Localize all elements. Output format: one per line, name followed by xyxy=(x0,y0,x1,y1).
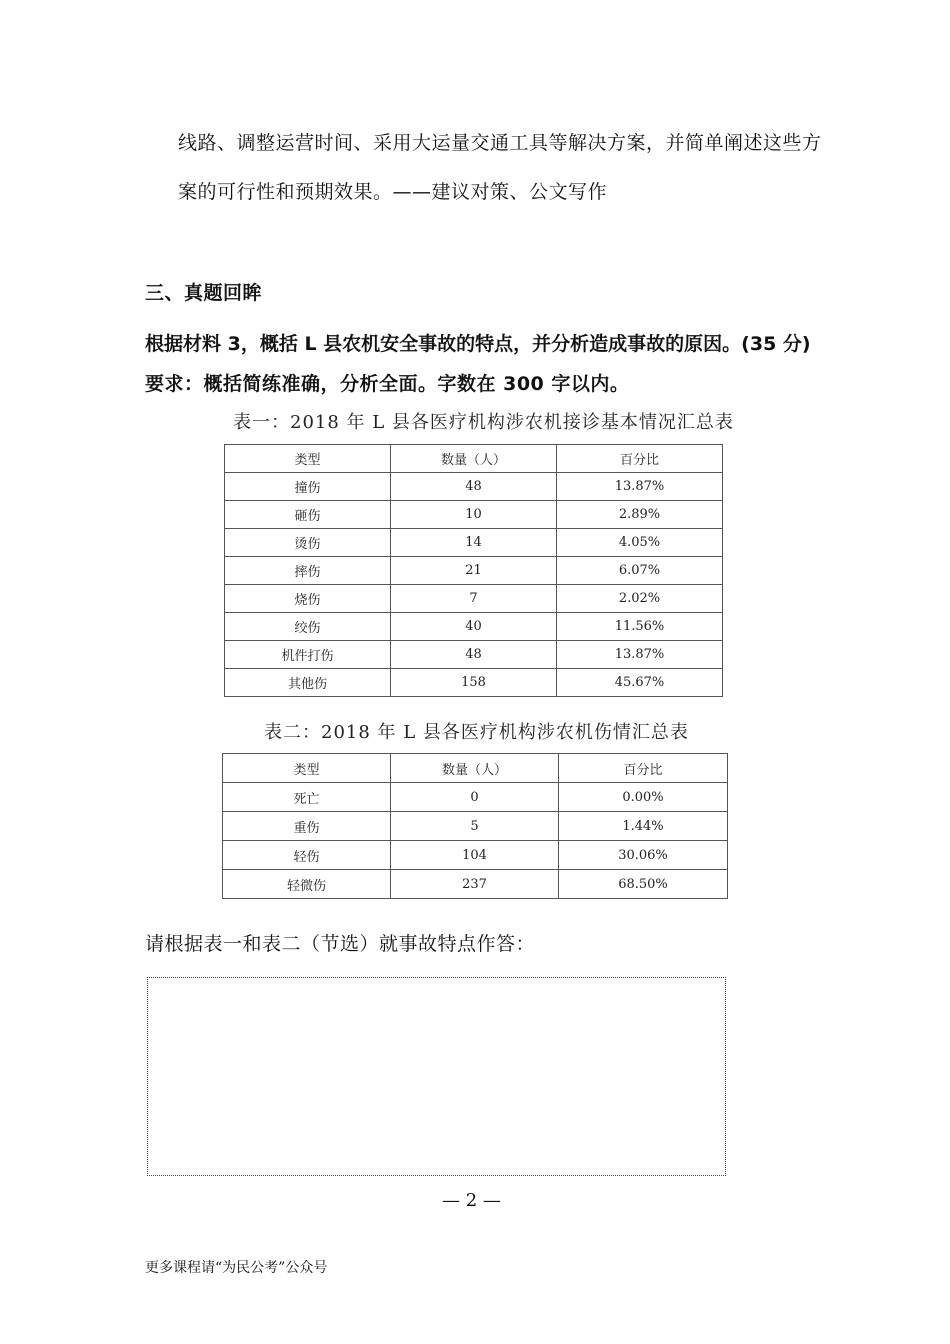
type-cell: 撞伤 xyxy=(225,473,391,501)
count-cell: 48 xyxy=(391,641,557,669)
table1-caption: 表一：2018 年 L 县各医疗机构涉农机接诊基本情况汇总表 xyxy=(233,412,734,433)
table-row xyxy=(225,473,723,501)
intro-line-1: 线路、调整运营时间、采用大运量交通工具等解决方案，并简单阐述这些方 xyxy=(178,132,822,154)
count-cell: 7 xyxy=(391,585,557,613)
count-cell: 10 xyxy=(391,501,557,529)
count-cell: 0 xyxy=(391,783,559,812)
percent-cell: 2.02% xyxy=(557,585,723,613)
table-row xyxy=(225,557,723,585)
intro-line-2: 案的可行性和预期效果。——建议对策、公文写作 xyxy=(178,181,608,203)
percent-cell: 13.87% xyxy=(557,473,723,501)
type-cell: 摔伤 xyxy=(225,557,391,585)
count-cell: 14 xyxy=(391,529,557,557)
count-cell: 21 xyxy=(391,557,557,585)
percent-cell: 68.50% xyxy=(559,870,728,899)
page-number: — 2 — xyxy=(442,1190,501,1211)
table1-body xyxy=(225,473,723,697)
table-row xyxy=(223,812,728,841)
table1-header-percent: 百分比 xyxy=(557,445,723,473)
answer-box[interactable] xyxy=(147,977,726,1176)
count-cell: 237 xyxy=(391,870,559,899)
type-cell: 死亡 xyxy=(223,783,391,812)
table-row xyxy=(225,613,723,641)
table2-header-type: 类型 xyxy=(223,754,391,783)
percent-cell: 4.05% xyxy=(557,529,723,557)
table-row xyxy=(225,501,723,529)
type-cell: 绞伤 xyxy=(225,613,391,641)
type-cell: 其他伤 xyxy=(225,669,391,697)
table2-header-percent: 百分比 xyxy=(559,754,728,783)
percent-cell: 13.87% xyxy=(557,641,723,669)
count-cell: 104 xyxy=(391,841,559,870)
type-cell: 轻伤 xyxy=(223,841,391,870)
table-row xyxy=(223,841,728,870)
answer-prompt: 请根据表一和表二（节选）就事故特点作答： xyxy=(145,933,536,955)
percent-cell: 0.00% xyxy=(559,783,728,812)
table-row xyxy=(223,783,728,812)
type-cell: 烧伤 xyxy=(225,585,391,613)
percent-cell: 2.89% xyxy=(557,501,723,529)
type-cell: 轻微伤 xyxy=(223,870,391,899)
table2 xyxy=(222,753,728,899)
count-cell: 40 xyxy=(391,613,557,641)
type-cell: 砸伤 xyxy=(225,501,391,529)
table2-header-count: 数量（人） xyxy=(391,754,559,783)
table2-body xyxy=(223,783,728,899)
table-row xyxy=(225,529,723,557)
table-row xyxy=(225,669,723,697)
table2-caption: 表二：2018 年 L 县各医疗机构涉农机伤情汇总表 xyxy=(264,722,689,743)
table-row xyxy=(225,641,723,669)
percent-cell: 6.07% xyxy=(557,557,723,585)
count-cell: 158 xyxy=(391,669,557,697)
table-row xyxy=(225,585,723,613)
count-cell: 48 xyxy=(391,473,557,501)
table1 xyxy=(224,444,723,697)
type-cell: 机件打伤 xyxy=(225,641,391,669)
table-row xyxy=(223,870,728,899)
percent-cell: 11.56% xyxy=(557,613,723,641)
percent-cell: 1.44% xyxy=(559,812,728,841)
table1-header-count: 数量（人） xyxy=(391,445,557,473)
percent-cell: 30.06% xyxy=(559,841,728,870)
type-cell: 烫伤 xyxy=(225,529,391,557)
footer-note: 更多课程请“为民公考”公众号 xyxy=(145,1260,328,1276)
count-cell: 5 xyxy=(391,812,559,841)
question-prompt: 根据材料 3，概括 L 县农机安全事故的特点，并分析造成事故的原因。(35 分) xyxy=(145,333,811,355)
question-requirement: 要求：概括简练准确，分析全面。字数在 300 字以内。 xyxy=(145,373,630,395)
type-cell: 重伤 xyxy=(223,812,391,841)
percent-cell: 45.67% xyxy=(557,669,723,697)
section-heading: 三、真题回眸 xyxy=(145,282,263,304)
table1-header-type: 类型 xyxy=(225,445,391,473)
